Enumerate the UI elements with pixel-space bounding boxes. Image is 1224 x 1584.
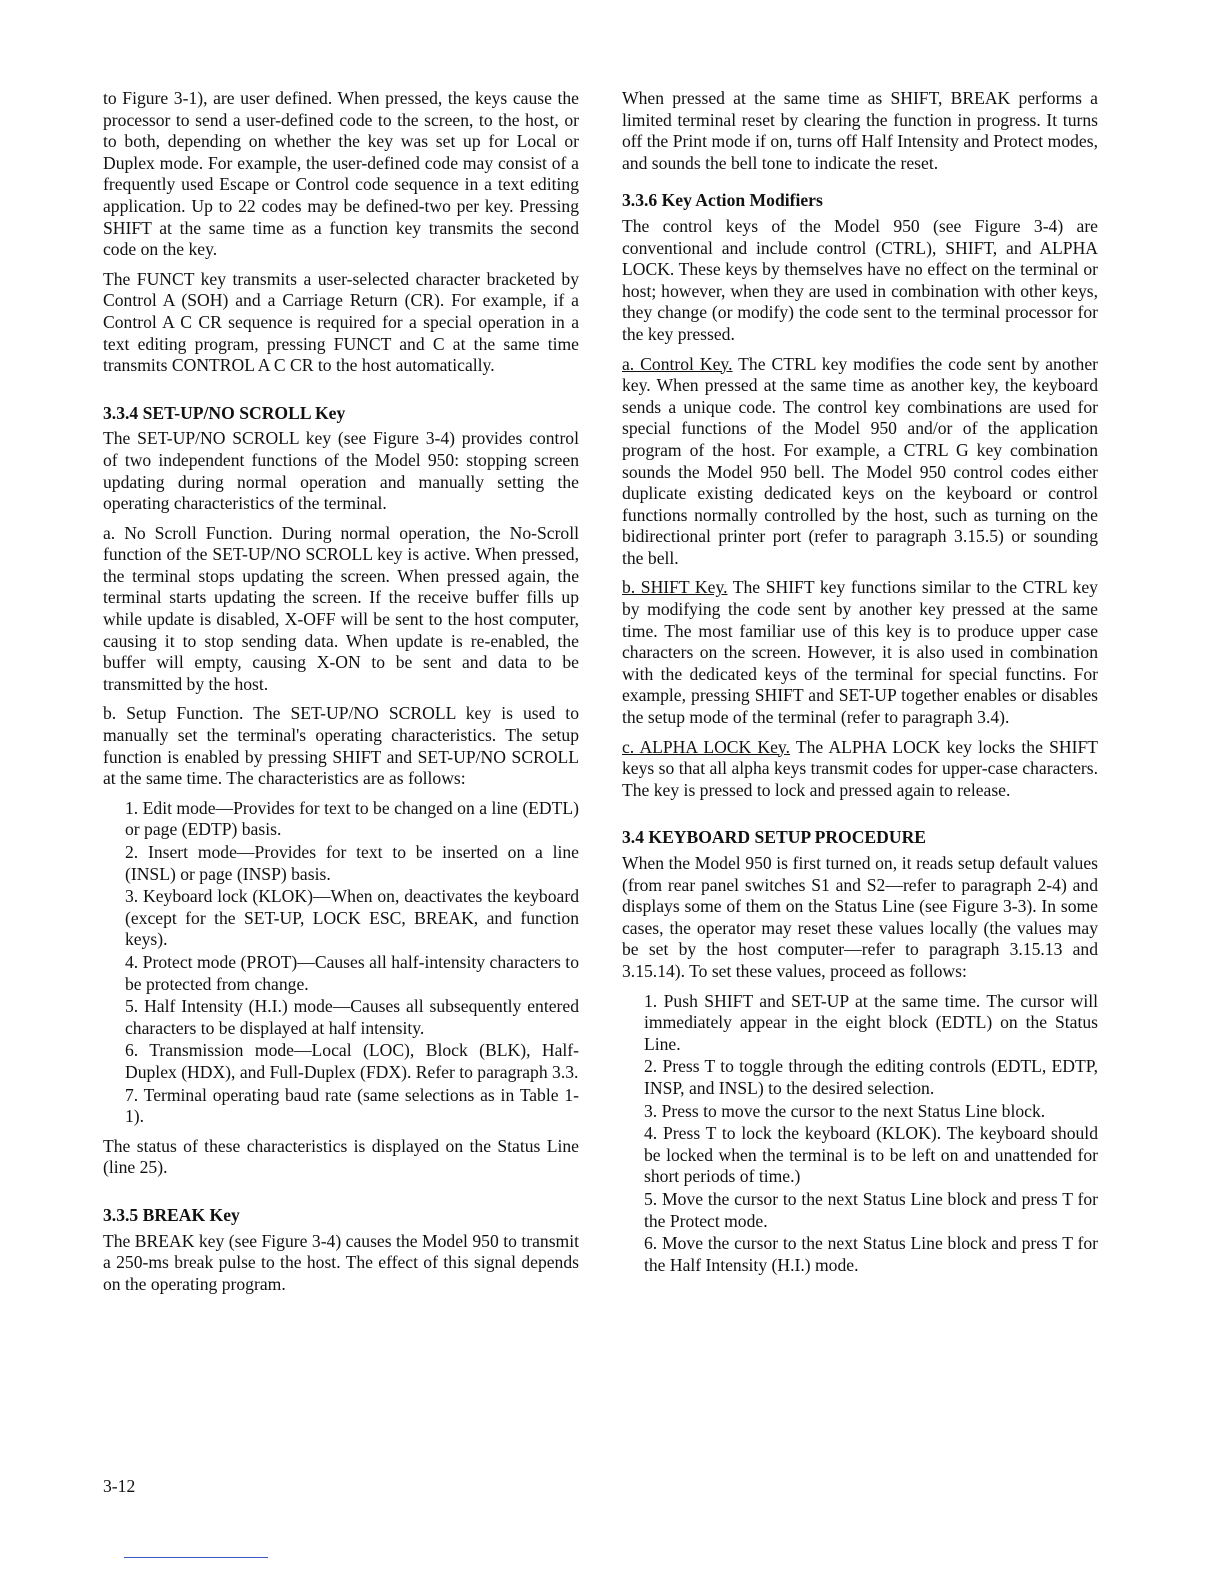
item-label: b. SHIFT Key.: [622, 577, 728, 598]
paragraph-shift-key: [622, 577, 1098, 728]
list-item: 1. Push SHIFT and SET-UP at the same time. The cursor will immediately appear in the eight block (EDTL) on the Status Line.: [644, 990, 1098, 1054]
list-item: 7. Terminal operating baud rate (same selections as in Table 1-1).: [125, 1084, 579, 1127]
paragraph: to Figure 3-1), are user defined. When pressed, the keys cause the processor to send a user-defined code to the screen, to the host, or to both, depending on whether the key was set up for Local or Duplex mode. For example, the user-defined code may consist of a frequently used Escape or Control code sequence in a text editing application. Up to 22 codes may be defined-two per key. Pressing SHIFT at the same time as a function key transmits the second code on the key.: [103, 88, 579, 260]
section-heading: 3.4 KEYBOARD SETUP PROCEDURE: [622, 827, 927, 848]
list-item: 6. Transmission mode—Local (LOC), Block (BLK), Half-Duplex (HDX), and Full-Duplex (FDX). Refer to paragraph 3.3.: [125, 1040, 579, 1082]
paragraph: When the Model 950 is first turned on, it reads setup default values (from rear panel switches S1 and S2—refer to paragraph 2-4) and displays some of them on the Status Line (see Figure 3-3). In some cases, the operator may reset these values locally (the values may be set by the host computer—refer to paragraph 3.15.13 and 3.15.14). To set these values, proceed as follows:: [622, 853, 1098, 981]
item-text: The CTRL key modifies the code sent by another key. When pressed at the same time as another key, the keyboard sends a unique code. The control key combinations are used for special functions of the Model 950 and/or of the application program of the host. For example, a CTRL G key combination sounds the Model 950 bell. The Model 950 control codes either duplicate existing dedicated keys on the keyboard or control functions normally controlled by the host, such as turning on the bidirectional printer port (refer to paragraph 3.15.5) or sounding the bell.: [622, 353, 1099, 568]
list-item: 1. Edit mode—Provides for text to be changed on a line (EDTL) or page (EDTP) basis.: [125, 797, 579, 840]
paragraph-control-key: [622, 354, 1098, 570]
list-item: 4. Press T to lock the keyboard (KLOK). The keyboard should be locked when the terminal is to be left on and unattended for short periods of time.): [644, 1123, 1098, 1187]
paragraph: The status of these characteristics is displayed on the Status Line (line 25).: [103, 1135, 579, 1178]
list-item: 2. Insert mode—Provides for text to be inserted on a line (INSL) or page (INSP) basis.: [125, 842, 579, 884]
item-label: c. ALPHA LOCK Key.: [622, 736, 790, 757]
list-item: 3. Keyboard lock (KLOK)—When on, deactivates the keyboard (except for the SET-UP, LOCK ESC, BREAK, and function keys).: [125, 886, 579, 950]
procedure-steps: [622, 991, 1098, 1277]
item-text: The ALPHA LOCK key locks the SHIFT keys so that all alpha keys transmit codes for upper-case characters. The key is pressed to lock and pressed again to release.: [622, 736, 1098, 800]
section-heading: 3.3.6 Key Action Modifiers: [622, 190, 823, 211]
paragraph: The control keys of the Model 950 (see Figure 3-4) are conventional and include control (CTRL), SHIFT, and ALPHA LOCK. These keys by themselves have no effect on the terminal or host; however, when they are used in combination with other keys, they change (or modify) the code sent to the terminal processor for the key pressed.: [622, 215, 1098, 344]
left-column: [103, 88, 579, 1303]
bottom-rule: [124, 1557, 268, 1558]
paragraph: b. Setup Function. The SET-UP/NO SCROLL key is used to manually set the terminal's operating characteristics. The setup function is enabled by pressing SHIFT and SET-UP/NO SCROLL at the same time. The characteristics are as follows:: [103, 703, 579, 789]
paragraph-alpha-lock-key: [622, 737, 1098, 802]
list-item: 5. Half Intensity (H.I.) mode—Causes all subsequently entered characters to be displayed at half intensity.: [125, 996, 579, 1038]
paragraph: The FUNCT key transmits a user-selected character bracketed by Control A (SOH) and a Carriage Return (CR). For example, if a Control A C CR sequence is required for a special operation in a text editing program, pressing FUNCT and C at the same time transmits CONTROL A C CR to the host automatically.: [103, 268, 579, 376]
paragraph: When pressed at the same time as SHIFT, BREAK performs a limited terminal reset by clearing the function in progress. It turns off the Print mode if on, turns off Half Intensity and Protect modes, and sounds the bell tone to indicate the reset.: [622, 88, 1098, 173]
item-text: The SHIFT key functions similar to the CTRL key by modifying the code sent by another key pressed at the same time. The most familiar use of this key is to produce upper case characters on the screen. However, it is also used in combination with the dedicated keys of the terminal for special functins. For example, pressing SHIFT and SET-UP together enables or disables the setup mode of the terminal (refer to paragraph 3.4).: [622, 577, 1098, 728]
section-heading: 3.3.5 BREAK Key: [103, 1204, 240, 1225]
list-item: 5. Move the cursor to the next Status Line block and press T for the Protect mode.: [644, 1188, 1098, 1231]
right-column: [622, 88, 1098, 1284]
paragraph: The SET-UP/NO SCROLL key (see Figure 3-4) provides control of two independent functions of the Model 950: stopping screen updating during normal operation and manually setting the operating characteristics of the terminal.: [103, 428, 579, 514]
paragraph: The BREAK key (see Figure 3-4) causes the Model 950 to transmit a 250-ms break pulse to the host. The effect of this signal depends on the operating program.: [103, 1230, 579, 1294]
item-label: a. Control Key.: [622, 353, 733, 374]
list-item: 6. Move the cursor to the next Status Line block and press T for the Half Intensity (H.I.) mode.: [644, 1233, 1098, 1275]
paragraph: a. No Scroll Function. During normal operation, the No-Scroll function of the SET-UP/NO SCROLL key is active. When pressed, the terminal stops updating the screen. When pressed again, the terminal starts updating the screen. If the receive buffer fills up while update is disabled, X-OFF will be sent to the host computer, causing it to stop sending data. When update is re-enabled, the buffer will empty, causing X-ON to be sent and data to be transmitted by the host.: [103, 522, 579, 694]
section-heading: 3.3.4 SET-UP/NO SCROLL Key: [103, 402, 346, 423]
list-item: 3. Press to move the cursor to the next Status Line block.: [644, 1100, 1046, 1121]
list-item: 4. Protect mode (PROT)—Causes all half-intensity characters to be protected from change.: [125, 951, 579, 994]
characteristics-list: [103, 798, 579, 1128]
list-item: 2. Press T to toggle through the editing controls (EDTL, EDTP, INSP, and INSL) to the desired selection.: [644, 1056, 1098, 1098]
page-number: 3-12: [103, 1476, 136, 1496]
